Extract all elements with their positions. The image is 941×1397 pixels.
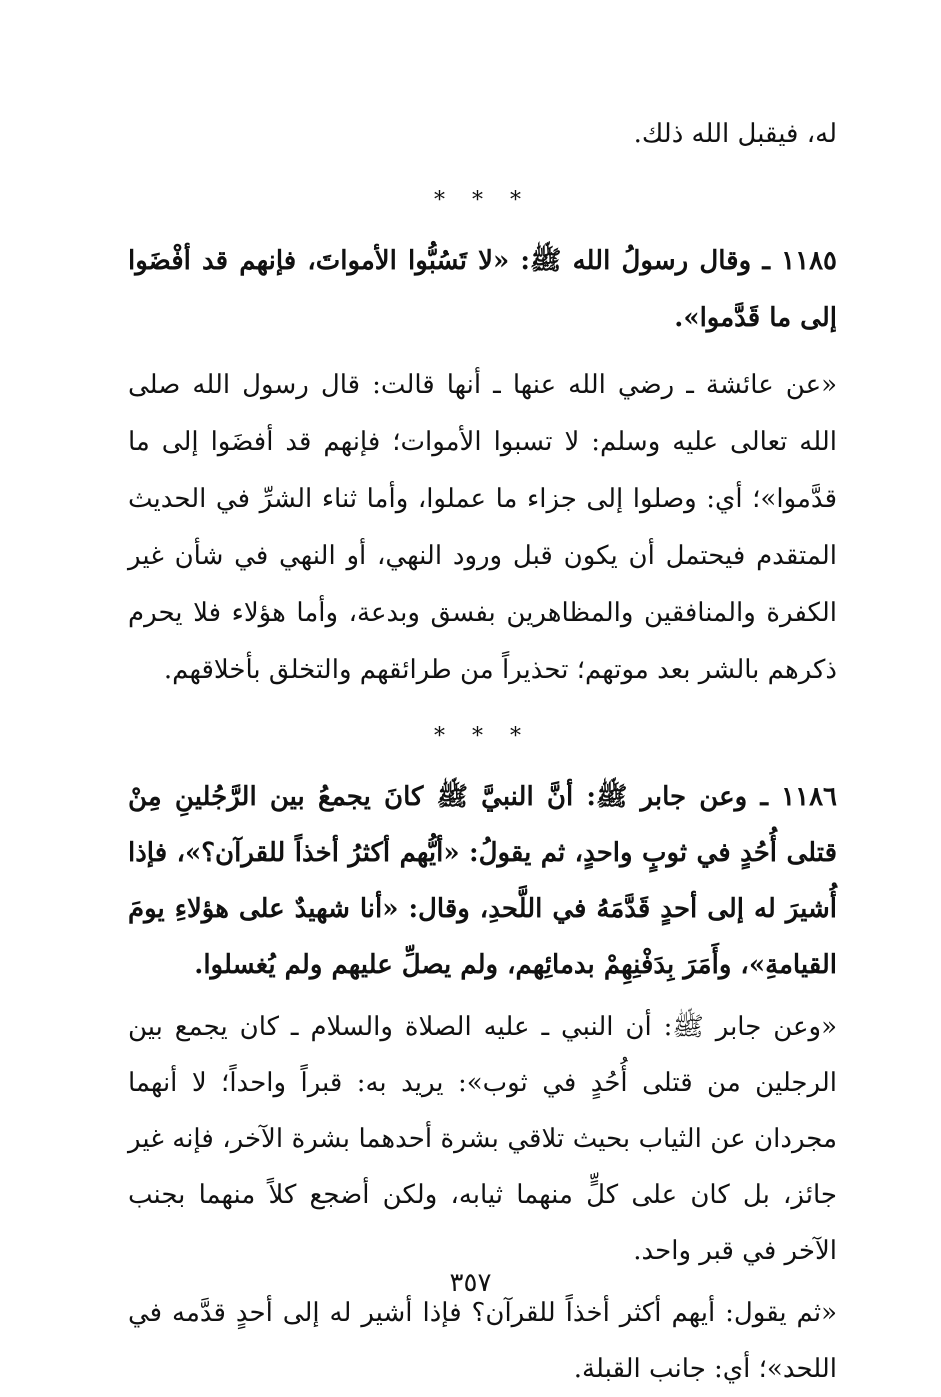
section-separator: * * * [434,724,531,749]
hadith-1186: ١١٨٦ ـ وعن جابر ﷺ: أنَّ النبيَّ ﷺ كانَ يجمعُ بين الرَّجُلينِ مِنْ قتلى أُحُدٍ في ثوبٍ واحدٍ، ثم يقولُ: «أيُّهم أكثرُ أخذاً للقرآن؟»، فإذا أُشيرَ له إلى أحدٍ قَدَّمَهُ في اللَّحدِ، وقال: «أنا شهيدٌ على هؤلاءِ يومَ القيامةِ»، وأَمَرَ بِدَفْنِهِمْ بدمائِهم، ولم يصلِّ عليهم ولم يُغسلوا. [128,782,837,980]
paragraph-continuation: له، فيقبل الله ذلك. [633,119,837,149]
commentary-1186-part1: «وعن جابر ﷺ: أن النبي ـ عليه الصلاة والسلام ـ كان يجمع بين الرجلين من قتلى أُحُدٍ في ثوب»: يريد به: قبراً واحداً؛ لا أنهما مجردان عن الثياب بحيث تلاقي بشرة أحدهما بشرة الآخر، فإنه غير جائز، بل كان على كلٍّ منهما ثيابه، ولكن أضجع كلاً منهما بجنب الآخر في قبر واحد. [128,1012,837,1266]
commentary-1186-part2: «ثم يقول: أيهم أكثر أخذاً للقرآن؟ فإذا أشير له إلى أحدٍ قدَّمه في اللحد»؛ أي: جانب القبلة. [128,1298,837,1384]
hadith-1185: ١١٨٥ ـ وقال رسولُ الله ﷺ: «لا تَسُبُّوا الأمواتَ، فإنهم قد أفْضَوا إلى ما قَدَّموا». [128,246,837,333]
page-number: ٣٥٧ [449,1268,492,1298]
section-separator: * * * [434,188,531,213]
page-body [128,96,837,1397]
commentary-1185: «عن عائشة ـ رضي الله عنها ـ أنها قالت: قال رسول الله صلى الله تعالى عليه وسلم: لا تسبوا الأموات؛ فإنهم قد أفضَوا إلى ما قدَّموا»؛ أي: وصلوا إلى جزاء ما عملوا، وأما ثناء الشرِّ في الحديث المتقدم فيحتمل أن يكون قبل ورود النهي، أو النهي في شأن غير الكفرة والمنافقين والمظاهرين بفسق وبدعة، وأما هؤلاء فلا يحرم ذكرهم بالشر بعد موتهم؛ تحذيراً من طرائقهم والتخلق بأخلاقهم. [128,370,838,685]
